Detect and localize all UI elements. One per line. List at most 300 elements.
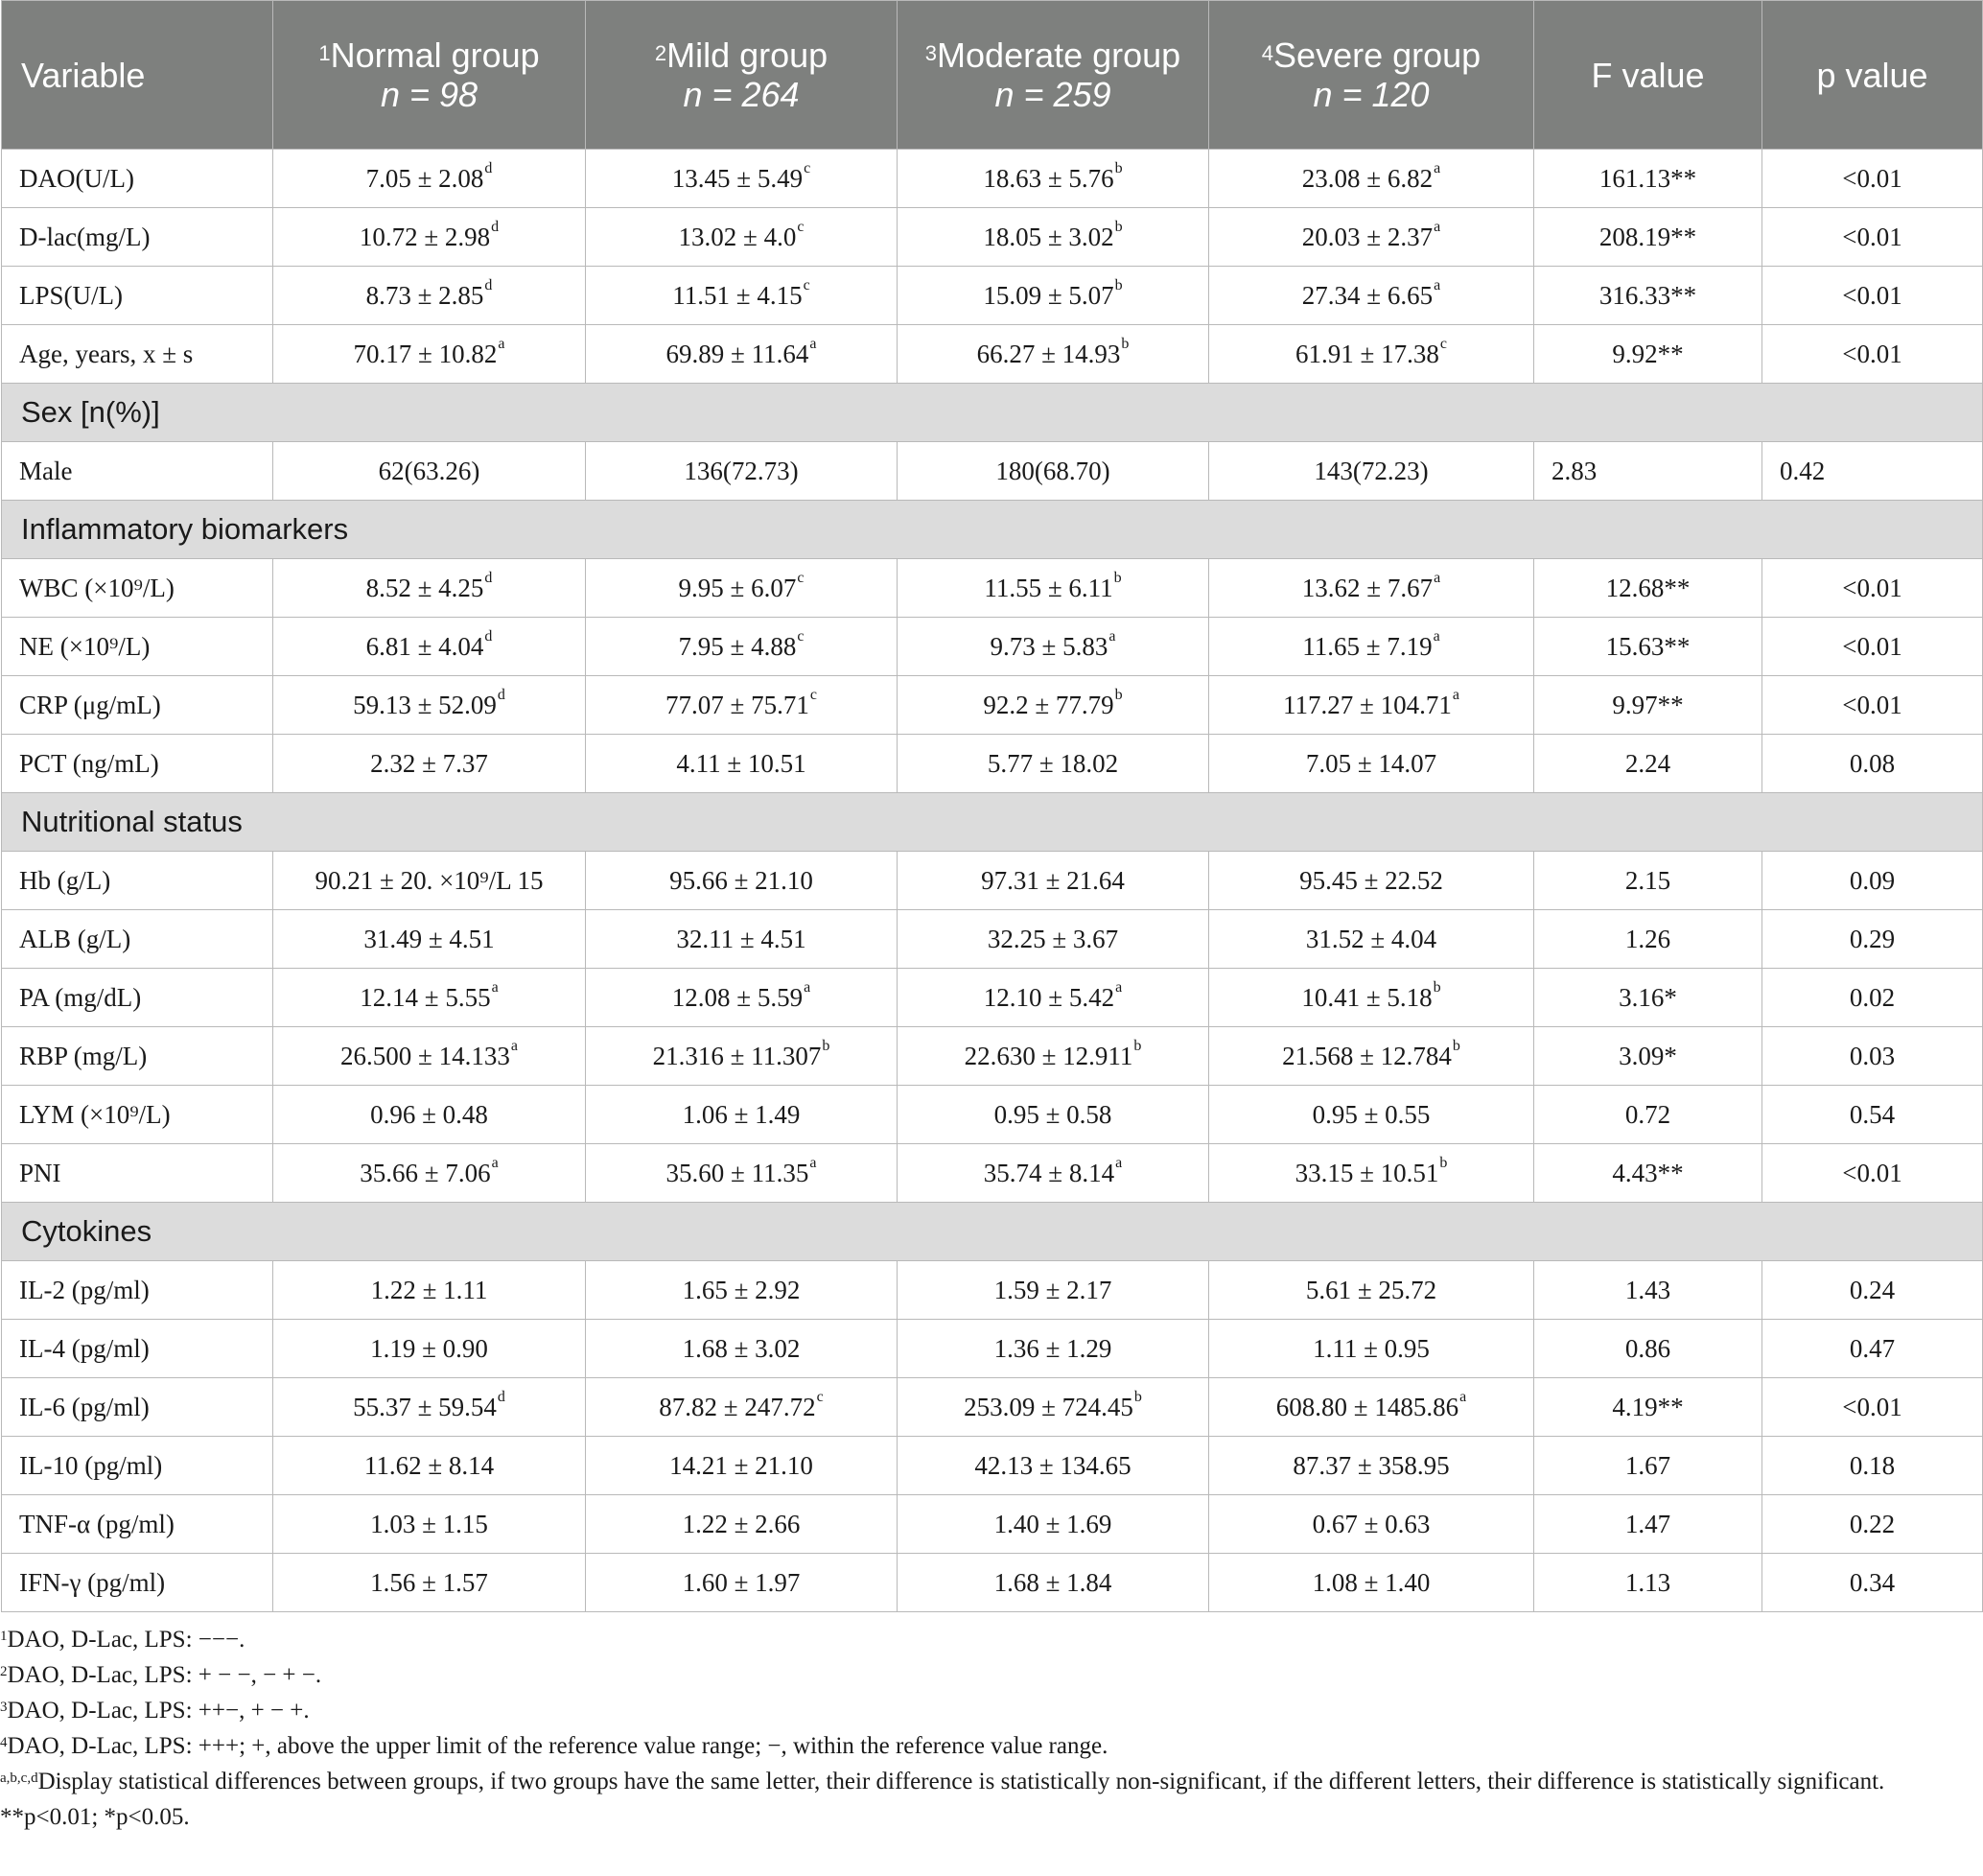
cell-value: 62(63.26)	[378, 456, 480, 485]
cell-value: 70.17 ± 10.82	[353, 339, 498, 368]
significance-letter: c	[816, 1388, 824, 1405]
significance-letter: a	[510, 1037, 518, 1054]
p-value-cell: 0.08	[1762, 735, 1983, 793]
cell-value: 69.89 ± 11.64	[665, 339, 809, 368]
table-row	[2, 1437, 1983, 1495]
group-value-cell	[273, 325, 586, 384]
significance-letter: d	[484, 569, 493, 586]
f-value-cell: 4.43**	[1534, 1144, 1762, 1203]
cell-value: 61.91 ± 17.38	[1295, 339, 1439, 368]
table-row	[2, 676, 1983, 735]
group-value-cell	[898, 910, 1209, 969]
significance-letter: b	[1114, 276, 1123, 293]
table-body	[2, 150, 1983, 1612]
cell-value: 12.08 ± 5.59	[671, 982, 804, 1012]
row-label: Age, years, x ± s	[2, 325, 273, 384]
group-value-cell	[1209, 969, 1534, 1027]
group-value-cell	[1209, 910, 1534, 969]
significance-letter: b	[1113, 569, 1122, 586]
cell-value: 23.08 ± 6.82	[1301, 163, 1434, 193]
footnote-text: DAO, D-Lac, LPS: ++−, + − +.	[7, 1698, 310, 1724]
cell-value: 42.13 ± 134.65	[974, 1450, 1131, 1480]
cell-value: 1.22 ± 2.66	[682, 1509, 801, 1538]
cell-value: 35.60 ± 11.35	[665, 1158, 809, 1187]
cell-value: 95.66 ± 21.10	[669, 865, 813, 895]
cell-value: 9.95 ± 6.07	[678, 573, 797, 602]
cell-value: 87.82 ± 247.72	[659, 1392, 816, 1421]
cell-value: 1.36 ± 1.29	[993, 1333, 1112, 1363]
significance-letter: a	[804, 978, 811, 996]
group-value-cell	[273, 1554, 586, 1612]
significance-letter: a	[1433, 627, 1440, 645]
header-group-mild: $^2$Mild group n = 264	[586, 1, 898, 150]
cell-value: 11.65 ± 7.19	[1302, 631, 1433, 661]
cell-value: 1.59 ± 2.17	[993, 1275, 1112, 1304]
cell-value: 87.37 ± 358.95	[1293, 1450, 1450, 1480]
cell-value: 5.61 ± 25.72	[1305, 1275, 1437, 1304]
significance-letter: d	[491, 218, 500, 235]
cell-value: 0.95 ± 0.58	[993, 1099, 1112, 1129]
cell-value: 90.21 ± 20. ×10⁹/L 15	[315, 865, 544, 895]
group-value-cell	[586, 1027, 898, 1086]
group-value-cell	[586, 325, 898, 384]
group-value-cell	[898, 969, 1209, 1027]
section-title: Sex [n(%)]	[2, 384, 1983, 442]
cell-value: 1.40 ± 1.69	[993, 1509, 1112, 1538]
significance-letter: b	[1114, 159, 1123, 176]
f-value-cell: 2.24	[1534, 735, 1762, 793]
group-value-cell	[273, 1086, 586, 1144]
group-value-cell	[273, 1495, 586, 1554]
cell-value: 55.37 ± 59.54	[353, 1392, 497, 1421]
p-value-cell: 0.24	[1762, 1261, 1983, 1320]
group-value-cell	[586, 150, 898, 208]
group-value-cell	[1209, 1554, 1534, 1612]
significance-letter: a	[491, 1154, 499, 1171]
f-value-cell: 208.19**	[1534, 208, 1762, 267]
significance-letter: c	[804, 159, 811, 176]
f-value-cell: 12.68**	[1534, 559, 1762, 618]
cell-value: 92.2 ± 77.79	[983, 690, 1114, 719]
cell-value: 0.67 ± 0.63	[1312, 1509, 1431, 1538]
group-value-cell	[1209, 150, 1534, 208]
footnote-marker: a,b,c,d	[0, 1770, 38, 1786]
group-value-cell	[273, 559, 586, 618]
cell-value: 11.62 ± 8.14	[363, 1450, 495, 1480]
significance-letter: a	[809, 335, 817, 352]
significance-letter: a	[1115, 1154, 1123, 1171]
significance-letter: b	[1121, 335, 1130, 352]
f-value-cell: 1.47	[1534, 1495, 1762, 1554]
footnote-marker: 4	[0, 1735, 8, 1750]
table-row	[2, 735, 1983, 793]
f-value-cell: 3.16*	[1534, 969, 1762, 1027]
significance-letter: a	[498, 335, 505, 352]
cell-value: 12.14 ± 5.55	[360, 982, 491, 1012]
group-value-cell	[273, 1144, 586, 1203]
cell-value: 18.63 ± 5.76	[983, 163, 1114, 193]
p-value-cell: <0.01	[1762, 676, 1983, 735]
cell-value: 15.09 ± 5.07	[983, 280, 1114, 310]
group-value-cell	[1209, 442, 1534, 501]
significance-letter: a	[809, 1154, 817, 1171]
table-row	[2, 1027, 1983, 1086]
cell-value: 1.06 ± 1.49	[682, 1099, 801, 1129]
f-value-cell: 161.13**	[1534, 150, 1762, 208]
p-value-cell: 0.47	[1762, 1320, 1983, 1378]
f-value-cell: 15.63**	[1534, 618, 1762, 676]
group-value-cell	[273, 969, 586, 1027]
group-value-cell	[273, 267, 586, 325]
f-value-cell: 9.97**	[1534, 676, 1762, 735]
significance-letter: d	[497, 1388, 505, 1405]
cell-value: 0.96 ± 0.48	[370, 1099, 488, 1129]
cell-value: 11.51 ± 4.15	[672, 280, 803, 310]
footnote	[0, 1622, 1964, 1657]
group-value-cell	[898, 1437, 1209, 1495]
group-value-cell	[273, 735, 586, 793]
footnote-text: DAO, D-Lac, LPS: + − −, − + −.	[7, 1662, 322, 1688]
row-label: ALB (g/L)	[2, 910, 273, 969]
cell-value: 21.568 ± 12.784	[1282, 1041, 1452, 1070]
footnote-text: DAO, D-Lac, LPS: +++; +, above the upper limit of the reference value range; −, within the reference value range.	[7, 1733, 1108, 1759]
cell-value: 1.68 ± 1.84	[993, 1567, 1112, 1597]
footnote	[0, 1657, 1964, 1693]
table-row	[2, 1261, 1983, 1320]
row-label: IL-2 (pg/ml)	[2, 1261, 273, 1320]
p-value-cell: <0.01	[1762, 1378, 1983, 1437]
row-label: Male	[2, 442, 273, 501]
group-value-cell	[586, 618, 898, 676]
f-value-cell: 316.33**	[1534, 267, 1762, 325]
significance-letter: c	[809, 686, 817, 703]
significance-letter: a	[1115, 978, 1123, 996]
group-value-cell	[1209, 208, 1534, 267]
cell-value: 6.81 ± 4.04	[365, 631, 484, 661]
p-value-label: p value	[1816, 55, 1928, 95]
f-value-cell: 3.09*	[1534, 1027, 1762, 1086]
row-label: IL-6 (pg/ml)	[2, 1378, 273, 1437]
cell-value: 8.52 ± 4.25	[365, 573, 484, 602]
cell-value: 32.25 ± 3.67	[987, 924, 1119, 953]
group-value-cell	[586, 559, 898, 618]
group-value-cell	[273, 1261, 586, 1320]
cell-value: 2.32 ± 7.37	[370, 748, 488, 778]
header-group-severe: $^4$Severe group n = 120	[1209, 1, 1534, 150]
footnote	[0, 1728, 1964, 1764]
p-value-cell: <0.01	[1762, 267, 1983, 325]
significance-letter: b	[1114, 218, 1123, 235]
significance-letter: d	[484, 159, 493, 176]
p-value-cell: 0.02	[1762, 969, 1983, 1027]
section-title: Nutritional status	[2, 793, 1983, 852]
cell-value: 7.95 ± 4.88	[678, 631, 797, 661]
header-row	[2, 1, 1983, 150]
cell-value: 18.05 ± 3.02	[983, 222, 1114, 251]
cell-value: 253.09 ± 724.45	[964, 1392, 1133, 1421]
p-value-cell: <0.01	[1762, 618, 1983, 676]
group-value-cell	[898, 1086, 1209, 1144]
group-value-cell	[1209, 1027, 1534, 1086]
row-label: D-lac(mg/L)	[2, 208, 273, 267]
row-label: TNF-α (pg/ml)	[2, 1495, 273, 1554]
p-value-cell: <0.01	[1762, 208, 1983, 267]
group-value-cell	[273, 852, 586, 910]
group-value-cell	[1209, 325, 1534, 384]
row-label: NE (×10⁹/L)	[2, 618, 273, 676]
group-value-cell	[1209, 735, 1534, 793]
group-value-cell	[898, 325, 1209, 384]
group-value-cell	[1209, 267, 1534, 325]
table-row	[2, 267, 1983, 325]
significance-letter: a	[1452, 686, 1459, 703]
f-value-cell: 9.92**	[1534, 325, 1762, 384]
cell-value: 1.19 ± 0.90	[370, 1333, 488, 1363]
results-table	[1, 0, 1983, 1612]
cell-value: 13.02 ± 4.0	[678, 222, 797, 251]
group-value-cell	[898, 1378, 1209, 1437]
cell-value: 9.73 ± 5.83	[990, 631, 1108, 661]
cell-value: 33.15 ± 10.51	[1295, 1158, 1439, 1187]
group-value-cell	[273, 442, 586, 501]
group-value-cell	[898, 150, 1209, 208]
cell-value: 31.49 ± 4.51	[363, 924, 495, 953]
significance-letter: a	[491, 978, 499, 996]
group-value-cell	[898, 1261, 1209, 1320]
cell-value: 1.22 ± 1.11	[370, 1275, 488, 1304]
group-value-cell	[898, 442, 1209, 501]
p-value-cell: 0.34	[1762, 1554, 1983, 1612]
significance-letter: b	[1133, 1388, 1142, 1405]
group-value-cell	[898, 559, 1209, 618]
cell-value: 1.68 ± 3.02	[682, 1333, 801, 1363]
cell-value: 21.316 ± 11.307	[652, 1041, 822, 1070]
group-value-cell	[898, 1027, 1209, 1086]
cell-value: 31.52 ± 4.04	[1305, 924, 1437, 953]
significance-letter: a	[1434, 276, 1441, 293]
row-label: IL-4 (pg/ml)	[2, 1320, 273, 1378]
row-label: PCT (ng/mL)	[2, 735, 273, 793]
header-variable: Variable	[2, 1, 273, 150]
p-value-cell: <0.01	[1762, 1144, 1983, 1203]
table-row	[2, 1086, 1983, 1144]
p-value-cell: <0.01	[1762, 325, 1983, 384]
significance-letter: c	[797, 569, 805, 586]
cell-value: 20.03 ± 2.37	[1301, 222, 1434, 251]
significance-letter: d	[484, 627, 493, 645]
group-value-cell	[898, 1554, 1209, 1612]
cell-value: 13.45 ± 5.49	[671, 163, 804, 193]
group-value-cell	[586, 1554, 898, 1612]
group-value-cell	[1209, 559, 1534, 618]
cell-value: 66.27 ± 14.93	[976, 339, 1121, 368]
cell-value: 0.95 ± 0.55	[1312, 1099, 1431, 1129]
group-value-cell	[586, 1437, 898, 1495]
cell-value: 1.03 ± 1.15	[370, 1509, 488, 1538]
p-value-cell: 0.42	[1762, 442, 1983, 501]
group-value-cell	[586, 267, 898, 325]
cell-value: 608.80 ± 1485.86	[1275, 1392, 1459, 1421]
cell-value: 1.60 ± 1.97	[682, 1567, 801, 1597]
group-value-cell	[1209, 1320, 1534, 1378]
row-label: DAO(U/L)	[2, 150, 273, 208]
cell-value: 35.74 ± 8.14	[983, 1158, 1115, 1187]
cell-value: 35.66 ± 7.06	[360, 1158, 491, 1187]
cell-value: 12.10 ± 5.42	[983, 982, 1115, 1012]
footnote	[0, 1764, 1964, 1835]
footnote-text: Display statistical differences between groups, if two groups have the same letter, their difference is statistically non-significant, if the different letters, their difference is statistically significant. **p<0.01; *p<0.05.	[0, 1769, 1885, 1830]
p-value-cell: 0.03	[1762, 1027, 1983, 1086]
f-value-cell: 1.67	[1534, 1437, 1762, 1495]
significance-letter: a	[1434, 218, 1441, 235]
group-value-cell	[1209, 618, 1534, 676]
p-value-cell: 0.22	[1762, 1495, 1983, 1554]
f-value-cell: 2.15	[1534, 852, 1762, 910]
table-row	[2, 442, 1983, 501]
table-row	[2, 1144, 1983, 1203]
p-value-cell: 0.29	[1762, 910, 1983, 969]
cell-value: 1.56 ± 1.57	[370, 1567, 488, 1597]
cell-value: 10.72 ± 2.98	[359, 222, 491, 251]
cell-value: 7.05 ± 2.08	[365, 163, 484, 193]
cell-value: 117.27 ± 104.71	[1283, 690, 1452, 719]
row-label: PNI	[2, 1144, 273, 1203]
cell-value: 11.55 ± 6.11	[984, 573, 1113, 602]
group-value-cell	[586, 1144, 898, 1203]
group-value-cell	[898, 1495, 1209, 1554]
cell-value: 8.73 ± 2.85	[365, 280, 484, 310]
group-value-cell	[273, 1378, 586, 1437]
group-value-cell	[273, 1437, 586, 1495]
header-p-value	[1762, 1, 1983, 150]
row-label: IFN-γ (pg/ml)	[2, 1554, 273, 1612]
cell-value: 7.05 ± 14.07	[1305, 748, 1437, 778]
significance-letter: b	[1114, 686, 1123, 703]
significance-letter: a	[1459, 1388, 1467, 1405]
cell-value: 4.11 ± 10.51	[676, 748, 806, 778]
group-value-cell	[586, 208, 898, 267]
cell-value: 143(72.23)	[1314, 456, 1429, 485]
p-value-cell: <0.01	[1762, 559, 1983, 618]
row-label: LPS(U/L)	[2, 267, 273, 325]
table-row	[2, 325, 1983, 384]
significance-letter: d	[497, 686, 505, 703]
cell-value: 1.11 ± 0.95	[1313, 1333, 1430, 1363]
row-label: RBP (mg/L)	[2, 1027, 273, 1086]
group-value-cell	[1209, 1495, 1534, 1554]
table-row	[2, 969, 1983, 1027]
significance-letter: b	[822, 1037, 830, 1054]
cell-value: 59.13 ± 52.09	[353, 690, 497, 719]
cell-value: 77.07 ± 75.71	[665, 690, 809, 719]
f-value-cell: 1.26	[1534, 910, 1762, 969]
section-header-row	[2, 793, 1983, 852]
footnote	[0, 1693, 1964, 1728]
group-value-cell	[273, 910, 586, 969]
table-row	[2, 1320, 1983, 1378]
table-row	[2, 559, 1983, 618]
cell-value: 95.45 ± 22.52	[1299, 865, 1443, 895]
table-row	[2, 852, 1983, 910]
cell-value: 1.08 ± 1.40	[1312, 1567, 1431, 1597]
group-value-cell	[273, 150, 586, 208]
cell-value: 180(68.70)	[995, 456, 1110, 485]
group-value-cell	[586, 442, 898, 501]
p-value-cell: 0.18	[1762, 1437, 1983, 1495]
group-value-cell	[1209, 1261, 1534, 1320]
row-label: Hb (g/L)	[2, 852, 273, 910]
group-value-cell	[586, 1086, 898, 1144]
group-value-cell	[273, 618, 586, 676]
row-label: LYM (×10⁹/L)	[2, 1086, 273, 1144]
group-value-cell	[586, 676, 898, 735]
table-row	[2, 910, 1983, 969]
row-label: WBC (×10⁹/L)	[2, 559, 273, 618]
header-group-moderate: $^3$Moderate group n = 259	[898, 1, 1209, 150]
cell-value: 26.500 ± 14.133	[340, 1041, 510, 1070]
significance-letter: b	[1452, 1037, 1460, 1054]
footnote-marker: 3	[0, 1700, 8, 1715]
group-value-cell	[1209, 1437, 1534, 1495]
group-value-cell	[898, 735, 1209, 793]
cell-value: 13.62 ± 7.67	[1301, 573, 1434, 602]
group-value-cell	[273, 676, 586, 735]
p-value-cell: <0.01	[1762, 150, 1983, 208]
group-value-cell	[1209, 852, 1534, 910]
significance-letter: a	[1108, 627, 1116, 645]
section-header-row	[2, 384, 1983, 442]
p-value-cell: 0.09	[1762, 852, 1983, 910]
row-label: PA (mg/dL)	[2, 969, 273, 1027]
footnote-marker: 2	[0, 1664, 8, 1679]
group-value-cell	[898, 1144, 1209, 1203]
f-value-cell: 0.86	[1534, 1320, 1762, 1378]
cell-value: 10.41 ± 5.18	[1301, 982, 1433, 1012]
cell-value: 97.31 ± 21.64	[981, 865, 1125, 895]
significance-letter: d	[484, 276, 493, 293]
group-value-cell	[586, 1320, 898, 1378]
table-row	[2, 150, 1983, 208]
table-row	[2, 208, 1983, 267]
group-value-cell	[586, 1261, 898, 1320]
group-value-cell	[1209, 1086, 1534, 1144]
significance-letter: b	[1133, 1037, 1142, 1054]
significance-letter: b	[1439, 1154, 1448, 1171]
section-header-row	[2, 501, 1983, 559]
cell-value: 22.630 ± 12.911	[964, 1041, 1133, 1070]
group-value-cell	[586, 735, 898, 793]
significance-letter: a	[1434, 159, 1441, 176]
section-title: Cytokines	[2, 1203, 1983, 1261]
header-f-value	[1534, 1, 1762, 150]
group-value-cell	[586, 910, 898, 969]
table-row	[2, 618, 1983, 676]
f-value-cell: 4.19**	[1534, 1378, 1762, 1437]
table-row	[2, 1495, 1983, 1554]
section-title: Inflammatory biomarkers	[2, 501, 1983, 559]
header-group-normal: $^1$Normal group n = 98	[273, 1, 586, 150]
group-value-cell	[1209, 1144, 1534, 1203]
cell-value: 1.65 ± 2.92	[682, 1275, 801, 1304]
row-label: CRP (μg/mL)	[2, 676, 273, 735]
cell-value: 27.34 ± 6.65	[1301, 280, 1434, 310]
group-value-cell	[898, 618, 1209, 676]
significance-letter: c	[797, 218, 805, 235]
cell-value: 32.11 ± 4.51	[676, 924, 806, 953]
group-value-cell	[898, 267, 1209, 325]
significance-letter: a	[1434, 569, 1441, 586]
f-value-cell: 1.13	[1534, 1554, 1762, 1612]
